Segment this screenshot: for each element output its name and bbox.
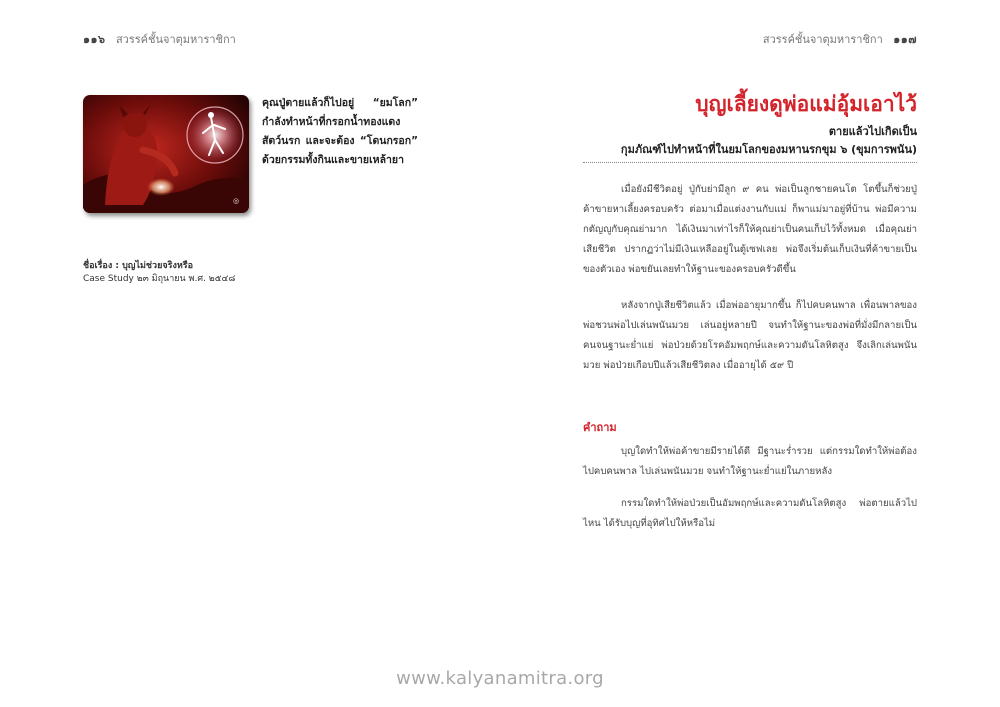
question-2: กรรมใดทำให้พ่อป่วยเป็นอัมพฤกษ์และความดันโลหิตสูง พ่อตายแล้วไปไหน ได้รับบุญที่อุทิศไปให้หรือไม่: [583, 498, 917, 529]
story-subtitle-line1: ตายแล้วไปเกิดเป็น: [828, 125, 917, 138]
left-page-number: ๑๑๖: [83, 33, 106, 46]
story-paragraph-1: เมื่อยังมีชีวิตอยู่ ปู่กับย่ามีลูก ๙ คน พ่อเป็นลูกชายคนโต โตขึ้นก็ช่วยปู่ค้าขายหาเลี้ยงครอบครัว ต่อมาเมื่อแต่งงานกับแม่ ก็พาแม่มาอยู่ที่บ้าน พ่อมีความกตัญญูกับคุณย่ามาก ได้เงินมาเท่าไรก็ให้คุณย่าเป็นคนเก็บไว้ทั้งหมด เมื่อคุณย่าเสียชีวิต ปรากฏว่าไม่มีเงินเหลืออยู่ในตู้เซฟเลย พ่อจึงเริ่มต้นเก็บเงินที่ค้าขายเป็นของตัวเอง พ่อขยันเลยทำให้ฐานะของครอบครัวดีขึ้น: [583, 184, 917, 275]
left-page-header: [83, 30, 236, 48]
right-page-number: ๑๑๗: [893, 33, 917, 46]
question-1: บุญใดทำให้พ่อค้าขายมีรายได้ดี มีฐานะร่ำรวย แต่กรรมใดทำให้พ่อต้องไปคบคนพาล ไปเล่นพนันมวย จนทำให้ฐานะย่ำแย่ในภายหลัง: [583, 446, 917, 477]
source-case: Case Study ๒๓ มิถุนายน พ.ศ. ๒๕๔๘: [83, 274, 236, 284]
source-title: ชื่อเรื่อง : บุญไม่ช่วยจริงหรือ: [83, 261, 194, 271]
question-heading: คำถาม: [583, 421, 617, 434]
right-book-title: สวรรค์ชั้นจาตุมหาราชิกา: [762, 33, 883, 46]
left-book-title: สวรรค์ชั้นจาตุมหาราชิกา: [115, 33, 236, 46]
illustration-caption: คุณปู่ตายแล้วก็ไปอยู่ “ยมโลก” กำลังทำหน้าที่กรอกน้ำทองแดงสัตว์นรก และจะต้อง “โดนกรอก” ด้วยกรรมทั้งกินและขายเหล้ายา: [262, 97, 418, 166]
website-footer: www.kalyanamitra.org: [396, 668, 604, 689]
svg-text:◎: ◎: [233, 197, 240, 205]
right-page-header: [763, 30, 917, 48]
story-subtitle-line2: กุมภัณฑ์ไปทำหน้าที่ในยมโลกของมหานรกขุม ๖ (ขุมการพนัน): [620, 143, 917, 156]
dotted-divider: [583, 162, 917, 163]
story-paragraph-2: หลังจากปู่เสียชีวิตแล้ว เมื่อพ่ออายุมากขึ้น ก็ไปคบคนพาล เพื่อนพาลของพ่อชวนพ่อไปเล่นพนันมวย เล่นอยู่หลายปี จนทำให้ฐานะของพ่อที่มั่งมีกลายเป็นคนจนฐานะย่ำแย่ พ่อป่วยด้วยโรคอัมพฤกษ์และความดันโลหิตสูง จึงเลิกเล่นพนันมวย พ่อป่วยเกือบปีแล้วเสียชีวิตลง เมื่ออายุได้ ๕๙ ปี: [583, 300, 917, 371]
story-title: บุญเลี้ยงดูพ่อแม่อุ้มเอาไว้: [695, 92, 917, 116]
hell-illustration: [83, 95, 249, 213]
